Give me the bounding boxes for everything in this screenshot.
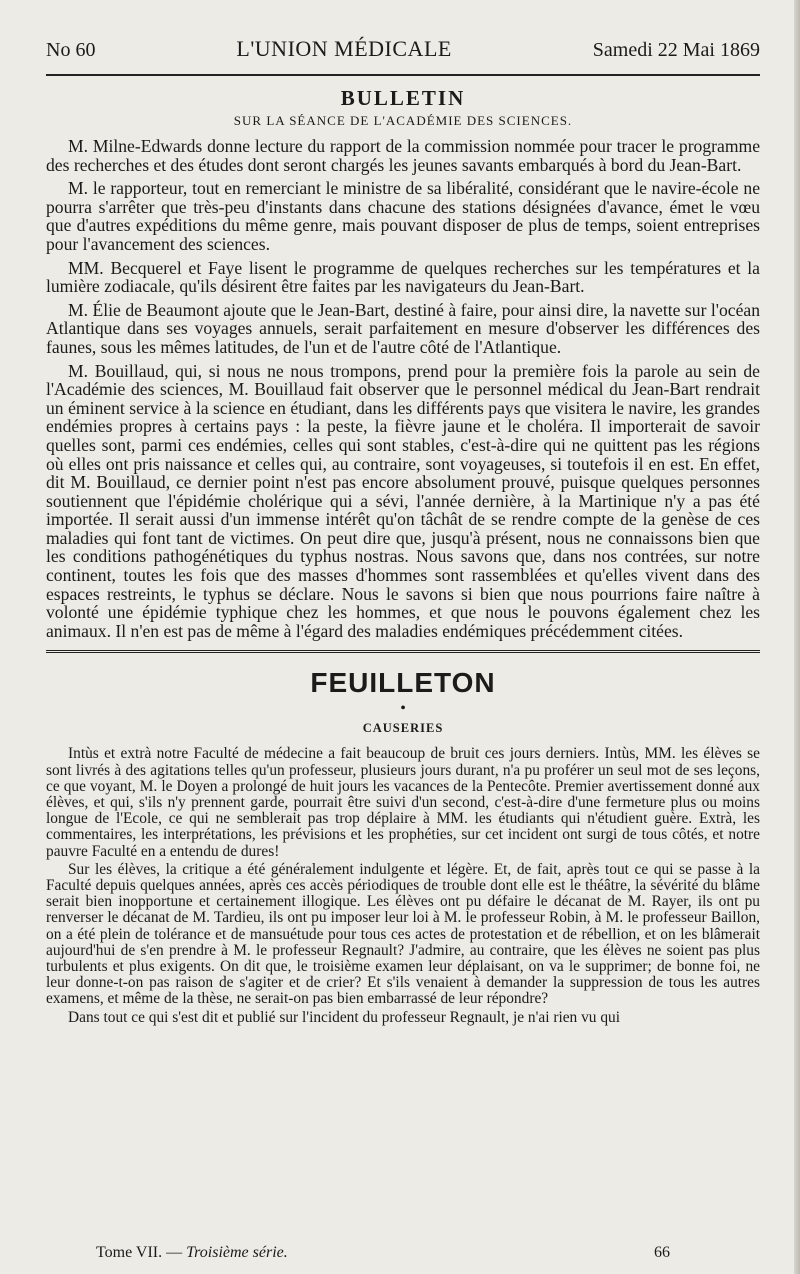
bulletin-paragraph: M. Élie de Beaumont ajoute que le Jean-Bart, destiné à faire, pour ainsi dire, la navette sur l'océan Atlantique dans ses voyages annuels, serait parfaitement en mesure d'observer les différences des faunes, sous les mêmes latitudes, de l'un et de l'autre côté de l'Atlantique.	[46, 299, 760, 357]
feuilleton-title: FEUILLETON	[310, 667, 496, 699]
bulletin-title: BULLETIN	[340, 86, 466, 110]
page-edge	[794, 0, 800, 1274]
feuilleton-subtitle: CAUSERIES	[362, 721, 444, 736]
issue-number: No 60	[46, 39, 96, 61]
feuilleton-section	[46, 667, 760, 1025]
feuilleton-paragraph: Intùs et extrà notre Faculté de médecine a fait beaucoup de bruit ces jours derniers. Intùs, MM. les élèves se sont livrés à des agitations telles qu'un professeur, plusieurs jours durant, n'a pu proférer un seul mot de ses leçons, ce que voyant, M. le Doyen a prolongé de huit jours les vacances de la Pentecôte. Premier avertissement donné aux élèves, et qui, s'ils n'y prennent garde, pourrait être suivi d'un second, c'est-à-dire d'une fermeture plus ou moins longue de l'Ecole, ce qui ne semblerait pas trop déplaire à MM. les étudiants qui n'étudient guère. Extrà, les commentaires, les interprétations, les prévisions et les prophéties, sur cet incident ont surgi de tous côtés, et notre pauvre Faculté en a entendu de dures!	[46, 745, 760, 860]
bulletin-subtitle: SUR LA SÉANCE DE L'ACADÉMIE DES SCIENCES.	[233, 113, 573, 128]
page-number: 66	[654, 1244, 670, 1261]
issue-date: Samedi 22 Mai 1869	[592, 39, 760, 61]
bulletin-section	[46, 86, 760, 640]
journal-title: L'UNION MÉDICALE	[236, 36, 452, 61]
bulletin-paragraph: M. Bouillaud, qui, si nous ne nous trompons, prend pour la première fois la parole au sein de l'Académie des sciences, M. Bouillaud fait observer que le personnel médical du Jean-Bart rendrait un éminent service à la science en étudiant, dans les différents pays que visitera le navire, les grandes endémies propres à certains pays : la peste, la fièvre jaune et le choléra. Il importerait de savoir quelles sont, parmi ces endémies, celles qui sont stables, c'est-à-dire qui ne quittent pas les régions où elles ont pris naissance et celles qui, au contraire, sont voyageuses, si toutefois il en est. En effet, dit M. Bouillaud, ce dernier point n'est pas encore absolument prouvé, puisque quelques personnes soutiennent que l'épidémie cholérique qui a sévi, l'année dernière, à la Martinique n'y a pas été importée. Il serait aussi d'un immense intérêt qu'on tâchât de se rendre compte de la genèse de ces maladies qui font tant de victimes. On peut dire que, jusqu'à présent, nous ne connaissons bien que les conditions pathogénétiques du typhus nostras. Nous savons que, dans nos contrées, sur notre continent, toutes les fois que des masses d'hommes sont rassemblées et qu'elles vivent dans des espaces restreints, le typhus se déclare. Nous le savons si bien que nous pourrions faire naître à volonté une épidémie typhique chez les hommes, et que nous le pouvons également chez les animaux. Il n'en est pas de même à l'égard des maladies endémiques précédemment citées.	[46, 360, 760, 641]
bulletin-paragraph: MM. Becquerel et Faye lisent le programme de quelques recherches sur les températures et la lumière zodiacale, qu'ils désirent être faites par les navigateurs du Jean-Bart.	[46, 257, 760, 297]
series-label: Troisième série.	[186, 1244, 288, 1261]
tome-label: Tome VII. —	[96, 1244, 187, 1261]
bulletin-paragraph: M. Milne-Edwards donne lecture du rapport de la commission nommée pour tracer le programme des recherches et des études dont seront chargés les jeunes savants embarqués à bord du Jean-Bart.	[46, 136, 760, 175]
page-footer	[96, 1244, 670, 1262]
page-header	[46, 36, 760, 68]
feuilleton-paragraph: Sur les élèves, la critique a été généralement indulgente et légère. Et, de fait, après tout ce qui se passe à la Faculté depuis quelques années, après ces accès périodiques de trouble dont elle est le théâtre, la sévérité du blâme serait bien inopportune et certainement illogique. Les élèves ont pu défaire le décanat de M. Rayer, ils ont pu renverser le décanat de M. Tardieu, ils ont pu imposer leur loi à M. le professeur Robin, à M. le professeur Baillon, on a été plein de tolérance et de mansuétude pour tous ces actes de protestation et de rébellion, et on les blâmerait aujourd'hui de s'en prendre à M. le professeur Regnault? J'admire, au contraire, que les élèves ne soient pas plus turbulents et plus exigents. On dit que, le troisième examen leur déplaisant, on va le supprimer; de bonne foi, ne leur donne-t-on pas raison de s'agiter et de crier? Et s'ils venaient à demander la suppression de tous les autres examens, et même de la thèse, ne serait-on pas bien embarrassé de leur répondre?	[46, 860, 760, 1008]
section-divider	[46, 650, 760, 653]
volume-info	[96, 1244, 288, 1262]
ornament-dot: •	[400, 700, 406, 718]
bulletin-paragraph: M. le rapporteur, tout en remerciant le ministre de sa libéralité, considérant que le navire-école ne pourra s'arrêter que très-peu d'instants dans chacune des stations désignées d'avance, émet le vœu que d'autres expéditions du même genre, mais pouvant disposer de plus de temps, soient entreprises pour l'avancement des sciences.	[46, 178, 760, 254]
header-rule	[46, 74, 760, 76]
feuilleton-paragraph: Dans tout ce qui s'est dit et publié sur l'incident du professeur Regnault, je n'ai rien vu qui	[68, 1008, 621, 1026]
